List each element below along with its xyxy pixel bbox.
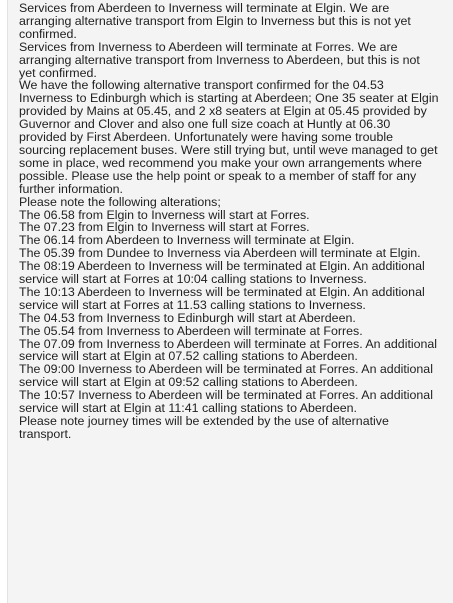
service-notice-panel xyxy=(7,0,453,603)
alteration-item: The 04.53 from Inverness to Edinburgh will start at Aberdeen. xyxy=(19,310,356,325)
alteration-item: The 06.58 from Elgin to Inverness will start at Forres. xyxy=(19,207,310,222)
alteration-item: The 09:00 Inverness to Aberdeen will be terminated at Forres. An additional service will start at Elgin at 09:52 calling stations to Aberdeen. xyxy=(19,362,433,390)
notice-paragraph: We have the following alternative transport confirmed for the 04.53 Inverness to Edinburgh which is starting at Aberdeen; One 35 seater at Elgin provided by Mains at 05.45, and 2 x8 seaters at Elgin at 05.45 provided by Guvernor and Clover and also one full size coach at Huntly at 06.30 provided by First Aberdeen. Unfortunately were having some trouble sourcing replacement buses. Were still trying but, until weve managed to get some in place, wed recommend you make your own arrangements where possible. Please use the help point or speak to a member of staff for any further information. xyxy=(19,78,439,196)
alteration-item: The 10:13 Aberdeen to Inverness will be terminated at Elgin. An additional service will start at Forres at 11.53 calling stations to Inverness. xyxy=(19,284,425,312)
alteration-item: The 07.09 from Inverness to Aberdeen will terminate at Forres. An additional service will start at Elgin at 07.52 calling stations to Aberdeen. xyxy=(19,336,438,364)
alteration-item: The 06.14 from Aberdeen to Inverness will terminate at Elgin. xyxy=(19,233,355,248)
notice-paragraph: Services from Inverness to Aberdeen will terminate at Forres. We are arranging alternative transport from Inverness to Aberdeen, but this is not yet confirmed. xyxy=(19,39,420,80)
alteration-item: The 05.54 from Inverness to Aberdeen will terminate at Forres. xyxy=(19,323,363,338)
alteration-item: The 08:19 Aberdeen to Inverness will be terminated at Elgin. An additional service will start at Forres at 10:04 calling stations to Inverness. xyxy=(19,259,425,287)
service-disruption-notice xyxy=(8,0,453,441)
notice-paragraph: Please note journey times will be extended by the use of alternative transport. xyxy=(19,414,389,441)
alteration-item: The 07.23 from Elgin to Inverness will start at Forres. xyxy=(19,220,310,235)
alteration-item: The 10:57 Inverness to Aberdeen will be terminated at Forres. An additional service will start at Elgin at 11:41 calling stations to Aberdeen. xyxy=(19,388,433,416)
notice-paragraph: Services from Aberdeen to Inverness will terminate at Elgin. We are arranging alternative transport from Elgin to Inverness but this is not yet confirmed. xyxy=(19,1,411,41)
alteration-item: The 05.39 from Dundee to Inverness via Aberdeen will terminate at Elgin. xyxy=(19,246,421,261)
notice-paragraph: Please note the following alterations; xyxy=(19,194,221,209)
